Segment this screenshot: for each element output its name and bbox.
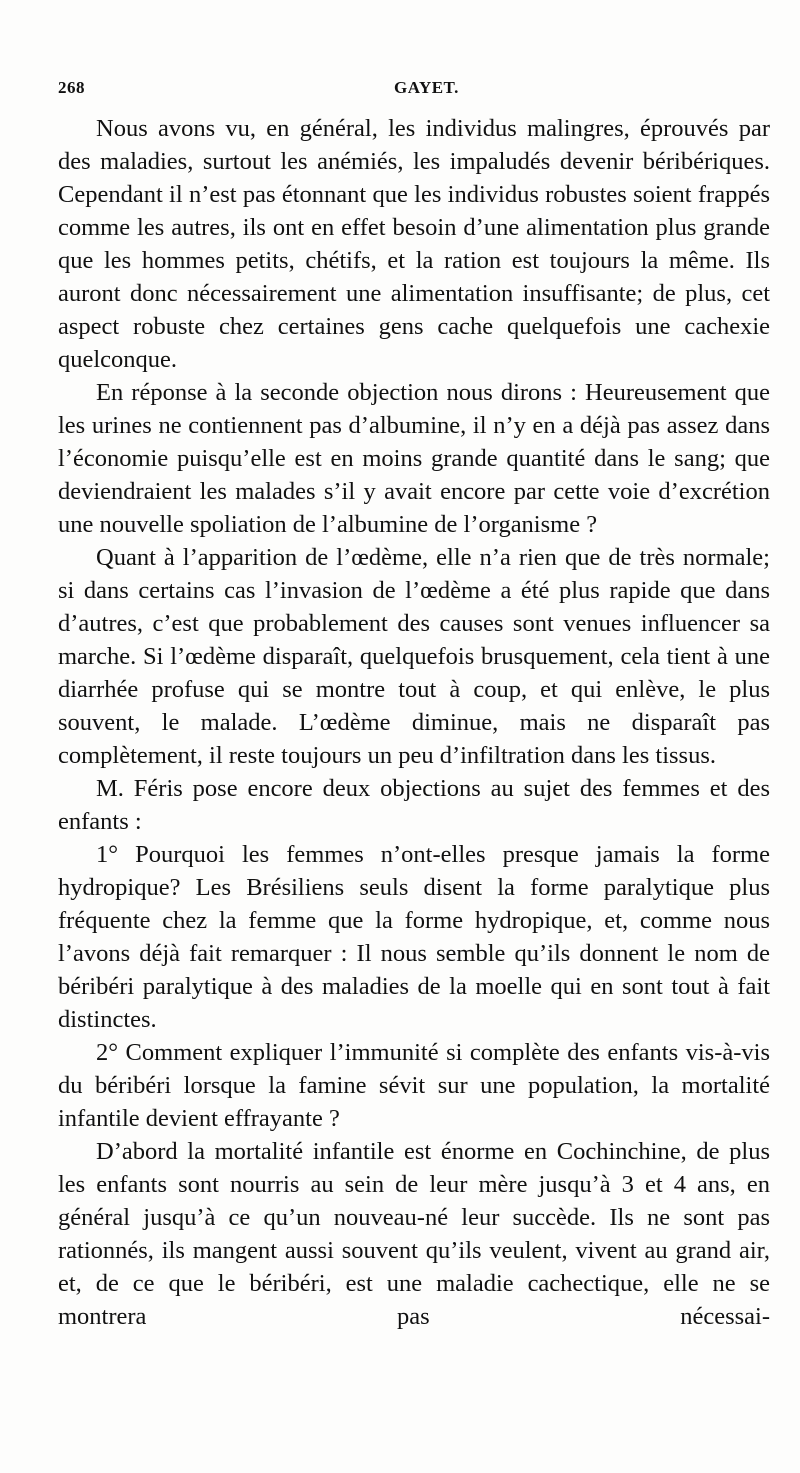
page-number: 268 xyxy=(58,78,85,97)
body-text xyxy=(58,112,770,1333)
paragraph-infant-mortality: D’abord la mortalité infantile est énorme en Cochinchine, de plus les enfants sont nourris au sein de leur mère jusqu’à 3 et 4 ans, en général jusqu’à ce qu’un nouveau-né leur succède. Ils ne sont pas rationnés, ils mangent aussi souvent qu’ils veulent, vivent au grand air, et, de ce que le béribéri, est une maladie cachectique, elle ne se montrera pas nécessai- xyxy=(58,1138,770,1330)
paragraph-feris-objections: M. Féris pose encore deux objections au sujet des femmes et des enfants : xyxy=(58,775,770,835)
paragraph-oedema: Quant à l’apparition de l’œdème, elle n’a rien que de très normale; si dans certains cas l’invasion de l’œdème a été plus rapide que dans d’autres, c’est que probablement des causes sont venues influencer sa marche. Si l’œdème disparaît, quelquefois brusquement, cela tient à une diarrhée profuse qui se montre tout à coup, et qui enlève, le plus souvent, le malade. L’œdème diminue, mais ne disparaît pas complètement, il reste toujours un peu d’infiltration dans les tissus. xyxy=(58,544,770,769)
running-head xyxy=(58,78,770,102)
running-title: GAYET. xyxy=(394,78,459,97)
paragraph-question-children: 2° Comment expliquer l’immunité si complète des enfants vis-à-vis du béribéri lorsque la famine sévit sur une population, la mortalité infantile devient effrayante ? xyxy=(58,1039,770,1132)
paragraph-second-objection: En réponse à la seconde objection nous dirons : Heureusement que les urines ne contiennent pas d’albumine, il n’y en a déjà pas assez dans l’économie puisqu’elle est en moins grande quantité dans le sang; que deviendraient les malades s’il y avait encore par cette voie d’excrétion une nouvelle spoliation de l’albumine de l’organisme ? xyxy=(58,379,770,538)
paragraph-question-women: 1° Pourquoi les femmes n’ont-elles presque jamais la forme hydropique? Les Brésiliens seuls disent la forme paralytique plus fréquente chez la femme que la forme hydropique, et, comme nous l’avons déjà fait remarquer : Il nous semble qu’ils donnent le nom de béribéri paralytique à des maladies de la moelle qui en sont tout à fait distinctes. xyxy=(58,841,770,1033)
paragraph-robust-individuals: Nous avons vu, en général, les individus malingres, éprouvés par des maladies, surtout les anémiés, les impaludés devenir béribériques. Cependant il n’est pas étonnant que les individus robustes soient frappés comme les autres, ils ont en effet besoin d’une alimentation plus grande que les hommes petits, chétifs, et la ration est toujours la même. Ils auront donc nécessairement une alimentation insuffisante; de plus, cet aspect robuste chez certaines gens cache quelquefois une cachexie quelconque. xyxy=(58,115,770,373)
